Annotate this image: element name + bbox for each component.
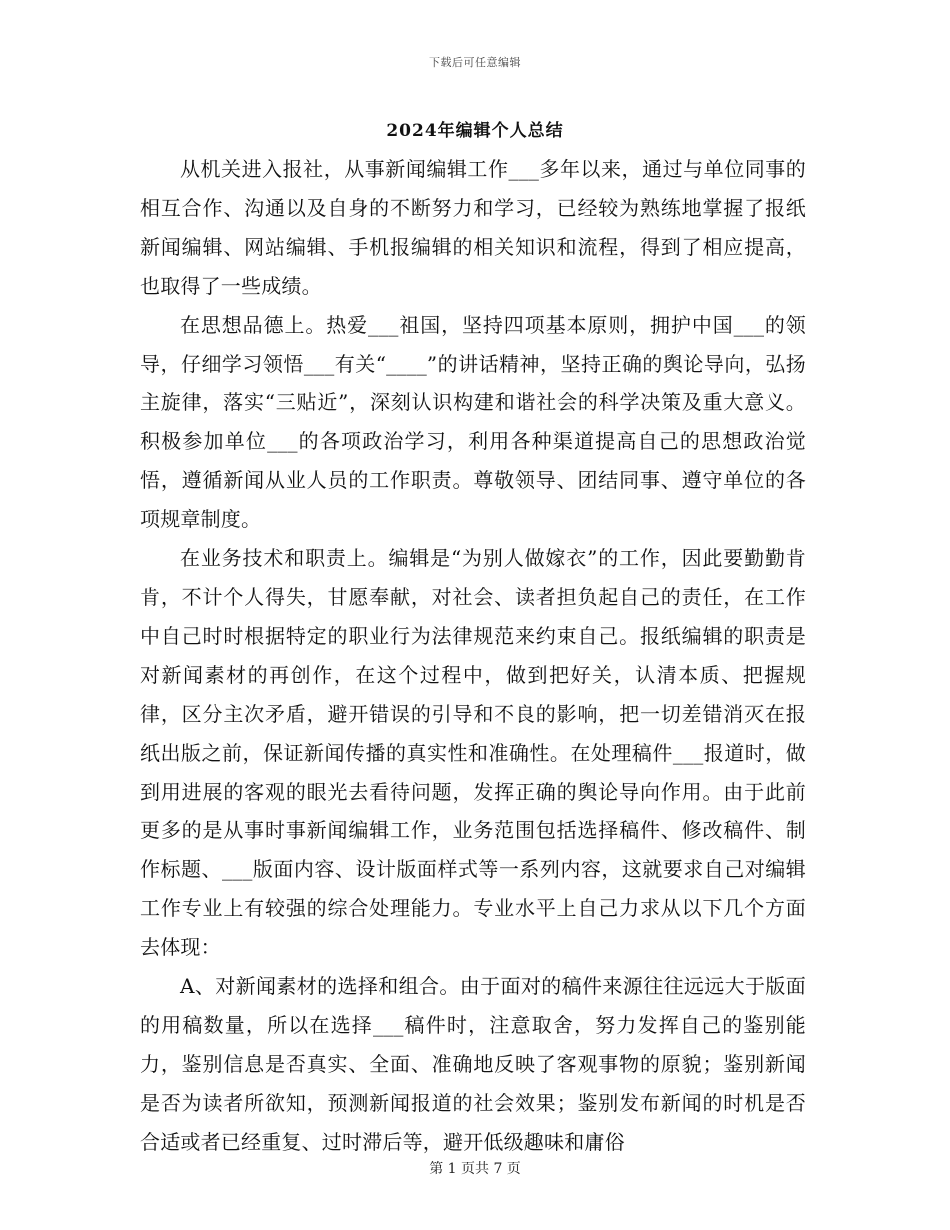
document-title: 2024年编辑个人总结 — [386, 121, 564, 141]
document-body — [140, 150, 806, 1162]
page-header-note: 下载后可任意编辑 — [429, 56, 521, 69]
paragraph-professional-duty: 在业务技术和职责上。编辑是“为别人做嫁衣”的工作，因此要勤勤肯肯，不计个人得失，甘愿奉献，对社会、读者担负起自己的责任，在工作中自己时时根据特定的职业行为法律规范来约束自己。报纸编辑的职责是对新闻素材的再创作，在这个过程中，做到把好关，认清本质、把握规律，区分主次矛盾，避开错误的引导和不良的影响，把一切差错消灭在报纸出版之前，保证新闻传播的真实性和准确性。在处理稿件___报道时，做到用进展的客观的眼光去看待问题，发挥正确的舆论导向作用。由于此前更多的是从事时事新闻编辑工作，业务范围包括选择稿件、修改稿件、制作标题、___版面内容、设计版面样式等一系列内容，这就要求自己对编辑工作专业上有较强的综合处理能力。专业水平上自己力求从以下几个方面去体现： — [140, 546, 806, 960]
paragraph-intro: 从机关进入报社，从事新闻编辑工作___多年以来，通过与单位同事的相互合作、沟通以及自身的不断努力和学习，已经较为熟练地掌握了报纸新闻编辑、网站编辑、手机报编辑的相关知识和流程，得到了相应提高，也取得了一些成绩。 — [140, 157, 806, 298]
page-footer-indicator: 第 1 页共 7 页 — [429, 1161, 521, 1177]
paragraph-ideology: 在思想品德上。热爱___祖国，坚持四项基本原则，拥护中国___的领导，仔细学习领悟___有关“____”的讲话精神，坚持正确的舆论导向，弘扬主旋律，落实“三贴近”，深刻认识构建和谐社会的科学决策及重大意义。积极参加单位___的各项政治学习，利用各种渠道提高自己的思想政治觉悟，遵循新闻从业人员的工作职责。尊敬领导、团结同事、遵守单位的各项规章制度。 — [140, 312, 806, 532]
paragraph-material-selection: A、对新闻素材的选择和组合。由于面对的稿件来源往往远远大于版面的用稿数量，所以在选择___稿件时，注意取舍，努力发挥自己的鉴别能力，鉴别信息是否真实、全面、准确地反映了客观事物的原貌；鉴别新闻是否为读者所欲知，预测新闻报道的社会效果；鉴别发布新闻的时机是否合适或者已经重复、过时滞后等，避开低级趣味和庸俗 — [140, 974, 806, 1154]
